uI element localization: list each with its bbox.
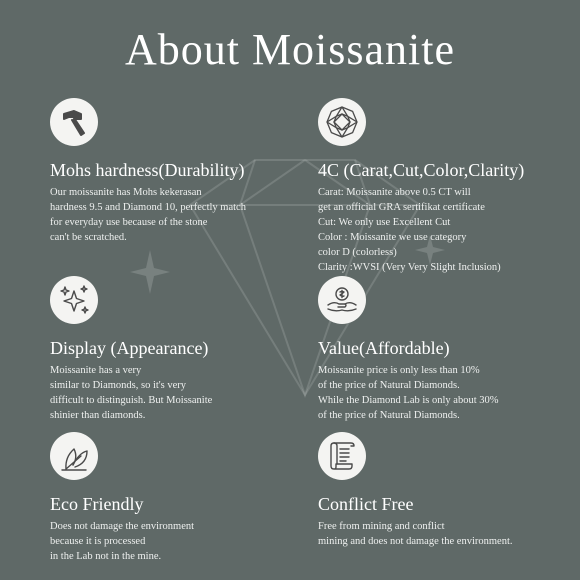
description-line: get an official GRA sertifikat certificate (318, 202, 485, 213)
description-line: Does not damage the environment (50, 521, 195, 532)
description-line: Clarity :WVSI (Very Very Slight Inclusion) (318, 262, 501, 273)
description-line: difficult to distinguish. But Moissanite (50, 395, 213, 406)
feature-title: Value(Affordable) (318, 338, 450, 358)
description-line: Moissanite has a very (50, 365, 142, 376)
description-line: in the Lab not in the mine. (50, 551, 162, 562)
description-line: Carat: Moissanite above 0.5 CT will (318, 187, 471, 198)
feature-conflict-free (318, 432, 513, 549)
description-line: hardness 9.5 and Diamond 10, perfectly match (50, 202, 246, 213)
description-line: Cut: We only use Excellent Cut (318, 217, 451, 228)
feature-value (318, 276, 499, 423)
description-line: color D (colorless) (318, 247, 397, 258)
description-line: Color : Moissanite we use category (318, 232, 467, 243)
feature-description (318, 519, 513, 549)
feature-eco-friendly (50, 432, 194, 564)
description-line: While the Diamond Lab is only about 30% (318, 395, 499, 406)
feature-display (50, 276, 212, 423)
leaf-icon (50, 432, 98, 480)
sparkle-icon (50, 276, 98, 324)
scroll-icon (318, 432, 366, 480)
description-line: shinier than diamonds. (50, 410, 146, 421)
feature-description (50, 363, 212, 423)
description-line: similar to Diamonds, so it's very (50, 380, 187, 391)
description-line: mining and does not damage the environment. (318, 536, 513, 547)
diamond-icon (318, 98, 366, 146)
description-line: for everyday use because of the stone (50, 217, 208, 228)
feature-title: 4C (Carat,Cut,Color,Clarity) (318, 160, 525, 180)
feature-title: Display (Appearance) (50, 338, 209, 358)
feature-4c (318, 98, 524, 275)
feature-description (318, 363, 499, 423)
description-line: Our moissanite has Mohs kekerasan (50, 187, 202, 198)
hammer-icon (50, 98, 98, 146)
description-line: Free from mining and conflict (318, 521, 445, 532)
description-line: of the price of Natural Diamonds. (318, 380, 460, 391)
description-line: because it is processed (50, 536, 146, 547)
feature-title: Mohs hardness(Durability) (50, 160, 245, 180)
feature-description (318, 185, 524, 275)
description-line: Moissanite price is only less than 10% (318, 365, 480, 376)
page-title: About Moissanite (124, 25, 456, 74)
feature-description (50, 519, 194, 564)
feature-title: Eco Friendly (50, 494, 144, 514)
feature-mohs-hardness (50, 98, 246, 245)
description-line: of the price of Natural Diamonds. (318, 410, 460, 421)
money-hand-icon (318, 276, 366, 324)
feature-title: Conflict Free (318, 494, 414, 514)
description-line: can't be scratched. (50, 232, 127, 243)
feature-description (50, 185, 246, 245)
